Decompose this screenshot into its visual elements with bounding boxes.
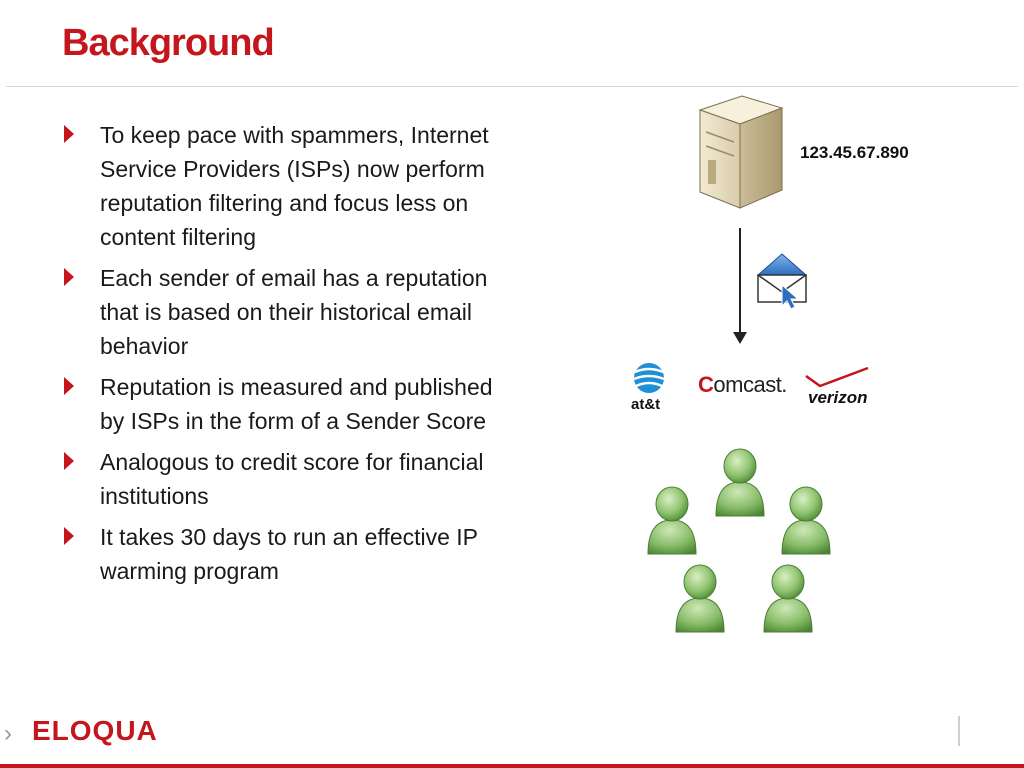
bullet-text: It takes 30 days to run an effective IP warming program — [100, 524, 478, 584]
footer-divider — [958, 716, 960, 746]
user-icon — [648, 487, 696, 554]
eloqua-logo: ELOQUA — [32, 715, 158, 746]
user-icon — [716, 449, 764, 516]
down-arrow-icon — [733, 228, 747, 344]
server-icon — [700, 96, 782, 208]
slide-title: Background — [62, 22, 274, 64]
verizon-logo-text: verizon — [808, 388, 868, 407]
bullet-text: Reputation is measured and published by ISPs in the form of a Sender Score — [100, 374, 493, 434]
server-ip-label: 123.45.67.890 — [800, 143, 909, 162]
att-globe-icon — [634, 363, 664, 393]
user-icon — [676, 565, 724, 632]
user-icon — [764, 565, 812, 632]
bullet-text: Each sender of email has a reputation that is based on their historical email behavior — [100, 265, 488, 359]
att-logo-text: at&t — [631, 396, 661, 413]
comcast-logo — [698, 372, 787, 398]
comcast-logo-text: omcast. — [713, 372, 787, 397]
chevron-right-icon: › — [4, 720, 12, 747]
email-envelope-icon — [758, 254, 806, 309]
bullet-text: To keep pace with spammers, Internet Service Providers (ISPs) now perform reputation filtering and focus less on content filtering — [100, 122, 489, 250]
comcast-logo-initial: C — [698, 372, 714, 397]
footer-accent-bar — [0, 764, 1024, 768]
verizon-check-icon — [806, 368, 868, 386]
bullet-text: Analogous to credit score for financial institutions — [100, 449, 484, 509]
user-icon — [782, 487, 830, 554]
